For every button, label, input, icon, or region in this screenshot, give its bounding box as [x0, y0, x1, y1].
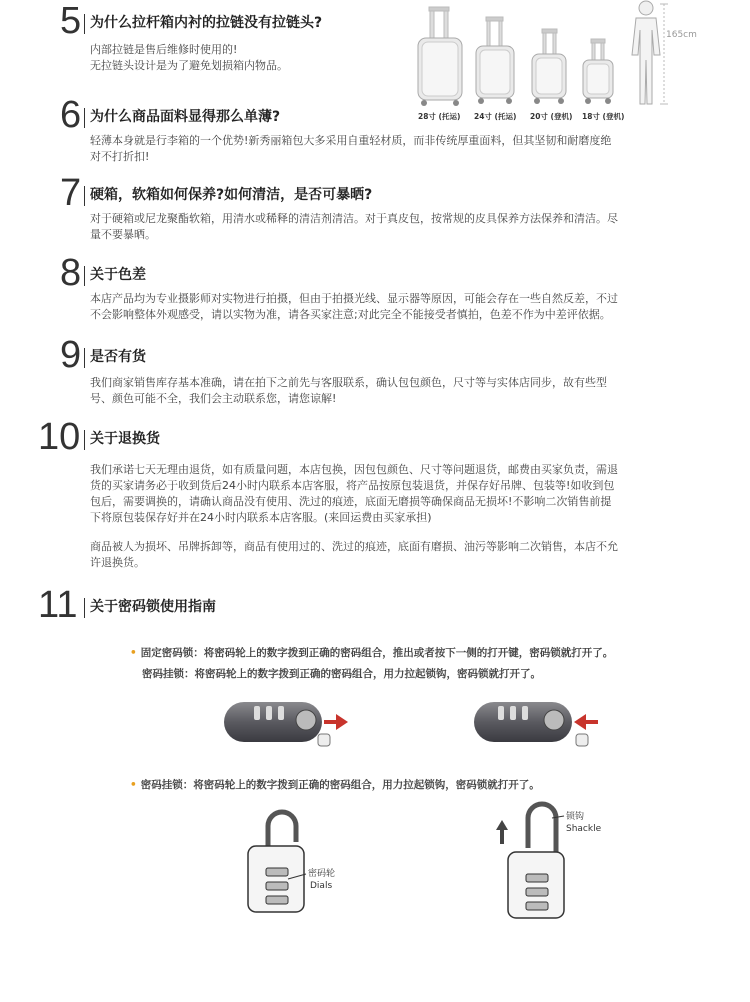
lock-note-padlock-1 [142, 667, 541, 681]
lock-note-padlock-2-text: 密码挂锁：将密码轮上的数字拨到正确的密码组合，用力拉起锁钩，密码锁就打开了。 [140, 779, 540, 791]
section-11-title: 关于密码锁使用指南 [90, 599, 216, 615]
section-11-divider [84, 598, 85, 618]
section-6-line-2: 对不打折扣! [90, 150, 150, 163]
section-6-title: 为什么商品面料显得那么单薄? [90, 109, 281, 125]
shackle-label-cn: 锁钩 [566, 812, 585, 822]
section-8-title: 关于色差 [90, 267, 146, 283]
section-10-line-4: 下将原包装保存好并在24小时内联系本店客服。(来回运费由买家承担) [90, 511, 432, 524]
lock-note-padlock-1-text: 密码挂锁：将密码轮上的数字拨到正确的密码组合，用力拉起锁钩，密码锁就打开了。 [142, 668, 541, 680]
bullet-icon: • [130, 779, 137, 791]
size-label-24: 24寸 (托运) [474, 112, 517, 121]
section-9-number: 9 [60, 334, 82, 376]
section-5-title: 为什么拉杆箱内衬的拉链没有拉链头? [90, 15, 323, 31]
size-label-20: 20寸 (登机) [530, 112, 573, 121]
section-10-title: 关于退换货 [90, 431, 160, 447]
dials-label-en: Dials [310, 881, 333, 891]
section-5-line-2: 无拉链头设计是为了避免划损箱内物品。 [90, 59, 288, 72]
lock-note-padlock-2 [130, 778, 540, 792]
section-6-line-1: 轻薄本身就是行李箱的一个优势!新秀丽箱包大多采用自重轻材质，而非传统厚重面料，但其坚韧和耐磨度绝 [90, 134, 612, 147]
section-7-body [90, 211, 710, 243]
fixed-lock-closed-illustration [220, 694, 350, 754]
section-8-number: 8 [60, 252, 82, 294]
section-5-body [90, 42, 410, 74]
section-10-line-5: 商品被人为损坏、吊牌拆卸等，商品有使用过的、洗过的痕迹，底面有磨损、油污等影响二次销售，本店不允 [90, 540, 618, 553]
section-10-line-3: 包后，需要调换的，请确认商品没有使用、洗过的痕迹，底面无磨损等确保商品无损坏!不影响二次销售前提 [90, 495, 612, 508]
section-10-line-2: 货的买家请务必于收到货后24小时内联系本店客服，将产品按原包装退货，并保存好吊牌、包装等!如收到包 [90, 479, 615, 492]
section-7-title: 硬箱，软箱如何保养?如何清洁，是否可暴晒? [90, 187, 373, 203]
shackle-label-en: Shackle [566, 824, 602, 834]
section-10-body-2 [90, 539, 710, 571]
section-10-number: 10 [38, 416, 81, 458]
section-10-body [90, 462, 710, 526]
section-10-line-6: 许退换货。 [90, 556, 145, 569]
section-10-divider [84, 430, 85, 450]
size-label-28: 28寸 (托运) [418, 112, 461, 121]
lock-note-fixed-text: 固定密码锁：将密码轮上的数字拨到正确的密码组合，推出或者按下一侧的打开键，密码锁就打开了。 [140, 647, 614, 659]
section-9-line-2: 号、颜色可能不全，我们会主动联系您，请您谅解! [90, 392, 337, 405]
section-8-line-1: 本店产品均为专业摄影师对实物进行拍摄，但由于拍摄光线、显示器等原因，可能会存在一些自然反差，不过 [90, 292, 618, 305]
dials-label-cn: 密码轮 [308, 869, 336, 879]
height-label: 165cm [666, 30, 697, 40]
section-5-divider [84, 14, 85, 34]
luggage-svg [410, 0, 710, 130]
fixed-lock-open-illustration [470, 694, 600, 754]
section-8-line-2: 不会影响整体外观感受，请以实物为准，请各买家注意;对此完全不能接受者慎拍，色差不作为中差评依据。 [90, 308, 611, 321]
luggage-size-illustration [410, 0, 710, 130]
section-9-line-1: 我们商家销售库存基本准确，请在拍下之前先与客服联系，确认包包颜色，尺寸等与实体店同步，故有些型 [90, 376, 607, 389]
section-9-divider [84, 348, 85, 368]
section-6-body [90, 133, 710, 165]
section-7-number: 7 [60, 172, 82, 214]
section-9-body [90, 375, 710, 407]
section-8-divider [84, 266, 85, 286]
section-7-divider [84, 186, 85, 206]
size-label-18: 18寸 (登机) [582, 112, 625, 121]
section-6-number: 6 [60, 94, 82, 136]
section-7-line-2: 量不要暴晒。 [90, 228, 156, 241]
bullet-icon: • [130, 647, 137, 659]
section-11-number: 11 [38, 584, 78, 626]
section-6-divider [84, 108, 85, 128]
lock-note-fixed [130, 646, 613, 660]
section-9-title: 是否有货 [90, 349, 146, 365]
section-10-line-1: 我们承诺七天无理由退货，如有质量问题，本店包换，因包包颜色、尺寸等问题退货，邮费由买家负责，需退 [90, 463, 618, 476]
section-7-line-1: 对于硬箱或尼龙聚酯软箱，用清水或稀释的清洁剂清洁。对于真皮包，按常规的皮具保养方法保养和清洁。尽 [90, 212, 618, 225]
section-5-number: 5 [60, 0, 82, 42]
section-8-body [90, 291, 710, 323]
lock-guide-panel [120, 632, 700, 972]
section-5-line-1: 内部拉链是售后维修时使用的! [90, 43, 238, 56]
